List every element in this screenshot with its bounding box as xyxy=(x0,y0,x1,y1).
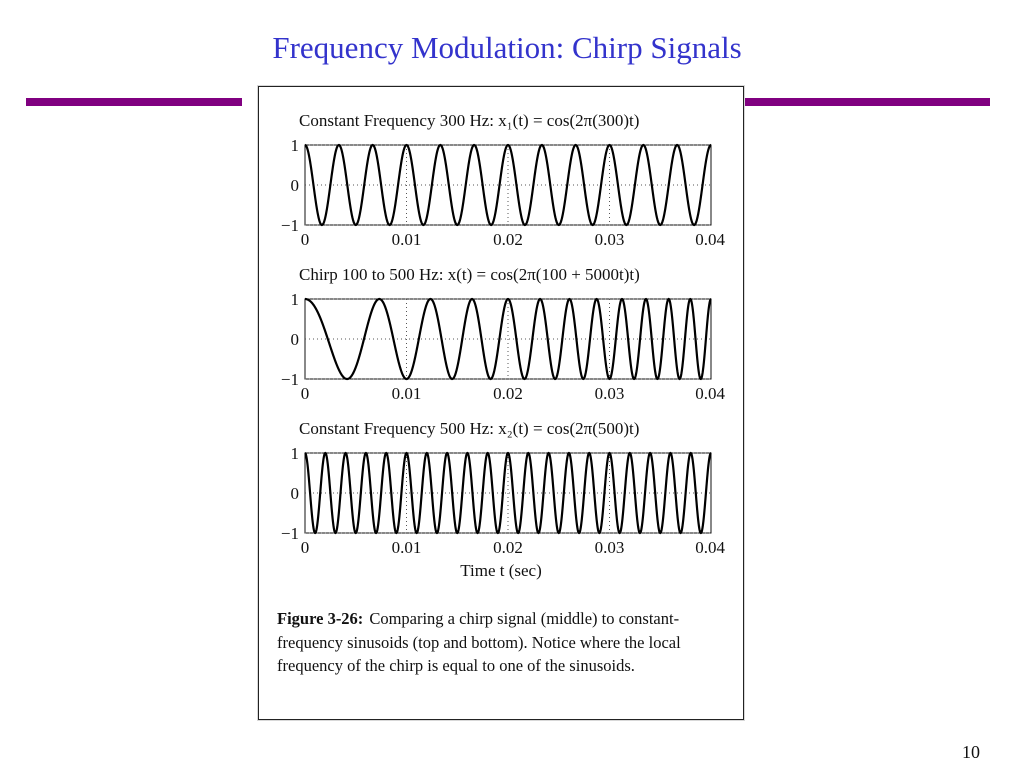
x-axis-label: Time t (sec) xyxy=(460,561,542,580)
chart-panel-0 xyxy=(281,136,726,249)
y-tick-label: 1 xyxy=(290,136,299,155)
figure-caption xyxy=(277,607,723,678)
title-rule-right xyxy=(733,98,990,106)
y-tick-label: 0 xyxy=(290,330,299,349)
x-tick-label: 0.03 xyxy=(594,384,625,403)
y-tick-label: 1 xyxy=(290,290,299,309)
y-tick-label: −1 xyxy=(280,216,299,235)
x-tick-label: 0.04 xyxy=(695,384,725,403)
chart-panel-1 xyxy=(281,290,726,403)
y-tick-label: −1 xyxy=(280,524,299,543)
x-tick-label: 0.01 xyxy=(391,230,422,249)
plot-title-bottom: Constant Frequency 500 Hz: x₂(t) = cos(2π(500)t) xyxy=(299,419,640,438)
y-tick-label: 0 xyxy=(290,484,299,503)
plot-title-middle: Chirp 100 to 500 Hz: x(t) = cos(2π(100 + 5000t)t) xyxy=(299,265,640,284)
x-tick-label: 0.01 xyxy=(391,384,422,403)
x-tick-label: 0 xyxy=(300,384,310,403)
x-tick-label: 0.03 xyxy=(594,538,625,557)
page-number: 10 xyxy=(962,742,980,762)
x-tick-label: 0.02 xyxy=(493,384,523,403)
x-tick-label: 0.03 xyxy=(594,230,625,249)
x-tick-label: 0.02 xyxy=(493,230,523,249)
x-tick-label: 0.04 xyxy=(695,230,725,249)
y-tick-label: −1 xyxy=(280,370,299,389)
slide-title: Frequency Modulation: Chirp Signals xyxy=(272,30,742,65)
caption-text: Comparing a chirp signal (middle) to constant-frequency sinusoids (top and bottom). Notice where the local frequency of the chirp is equal to one of the sinusoids. xyxy=(277,609,681,675)
x-tick-label: 0 xyxy=(300,538,310,557)
plot-title-top: Constant Frequency 300 Hz: x₁(t) = cos(2π(300)t) xyxy=(299,111,640,130)
title-rule-left xyxy=(26,98,242,106)
x-tick-label: 0.02 xyxy=(493,538,523,557)
y-tick-label: 1 xyxy=(290,444,299,463)
caption-label: Figure 3-26: xyxy=(277,609,364,628)
y-tick-label: 0 xyxy=(290,176,299,195)
x-tick-label: 0.04 xyxy=(695,538,725,557)
figure-scan xyxy=(258,86,744,720)
x-tick-label: 0 xyxy=(300,230,310,249)
x-tick-label: 0.01 xyxy=(391,538,422,557)
chart-panel-2 xyxy=(281,444,726,557)
